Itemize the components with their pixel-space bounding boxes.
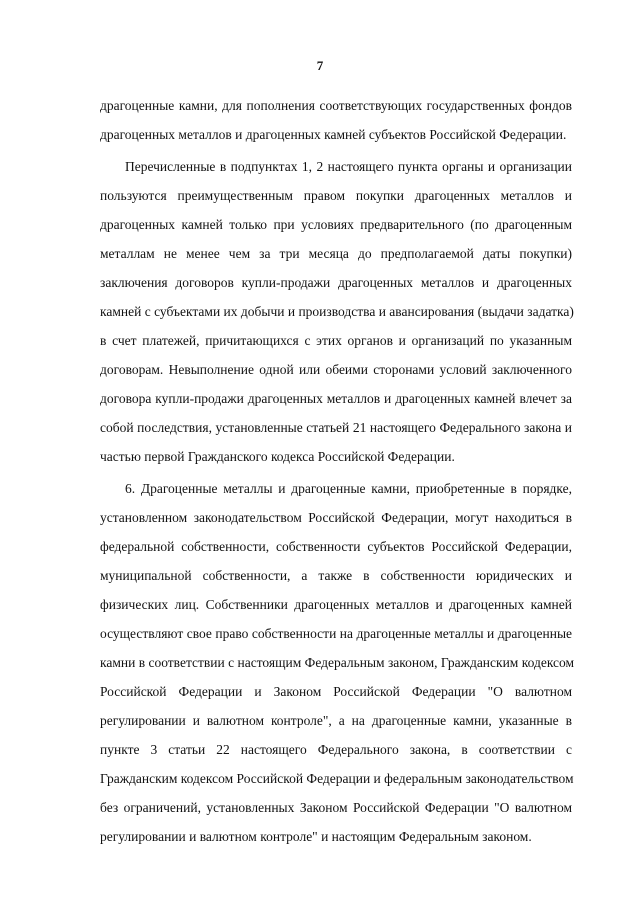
text-line: федеральной собственности, собственности субъектов Российской Федерации, [100, 539, 572, 554]
paragraph-first-line: Перечисленные в подпунктах 1, 2 настоящего пункта органы и организации [125, 159, 572, 174]
text-line: частью первой Гражданского кодекса Российской Федерации. [100, 449, 455, 464]
text-line: собой последствия, установленные статьей 21 настоящего Федерального закона и [100, 420, 572, 435]
text-line: Гражданским кодексом Российской Федерации и федеральным законодательством [100, 771, 574, 786]
text-line: физических лиц. Собственники драгоценных металлов и драгоценных камней [100, 597, 572, 612]
text-line: муниципальной собственности, а также в собственности юридических и [100, 568, 572, 583]
page-number: 7 [316, 58, 324, 73]
text-line: пользуются преимущественным правом покупки драгоценных металлов и [100, 188, 572, 203]
text-line: драгоценных металлов и драгоценных камней субъектов Российской Федерации. [100, 127, 567, 142]
text-line: драгоценные камни, для пополнения соответствующих государственных фондов [100, 98, 572, 113]
text-line: договора купли-продажи драгоценных металлов и драгоценных камней влечет за [100, 391, 572, 406]
text-line: в счет платежей, причитающихся с этих органов и организаций по указанным [100, 333, 572, 348]
text-line: договорам. Невыполнение одной или обеими сторонами условий заключенного [100, 362, 572, 377]
text-line: заключения договоров купли-продажи драгоценных металлов и драгоценных [100, 275, 572, 290]
text-line: без ограничений, установленных Законом Российской Федерации "О валютном [100, 800, 572, 815]
text-line: Российской Федерации и Законом Российской Федерации "О валютном [100, 684, 572, 699]
text-line: камней с субъектами их добычи и производства и авансирования (выдачи задатка) [100, 304, 574, 319]
text-line: регулировании и валютном контроле", а на драгоценные камни, указанные в [100, 713, 572, 728]
text-line: установленном законодательством Российской Федерации, могут находиться в [100, 510, 572, 525]
text-line: пункте 3 статьи 22 настоящего Федерального закона, в соответствии с [100, 742, 572, 757]
text-line: камни в соответствии с настоящим Федеральным законом, Гражданским кодексом [100, 655, 575, 670]
text-line: регулировании и валютном контроле" и настоящим Федеральным законом. [100, 829, 532, 844]
paragraph-first-line: 6. Драгоценные металлы и драгоценные камни, приобретенные в порядке, [125, 481, 572, 496]
text-line: осуществляют свое право собственности на драгоценные металлы и драгоценные [100, 626, 572, 641]
text-line: металлам не менее чем за три месяца до предполагаемой даты покупки) [100, 246, 572, 261]
text-line: драгоценных камней только при условиях предварительного (по драгоценным [100, 217, 572, 232]
